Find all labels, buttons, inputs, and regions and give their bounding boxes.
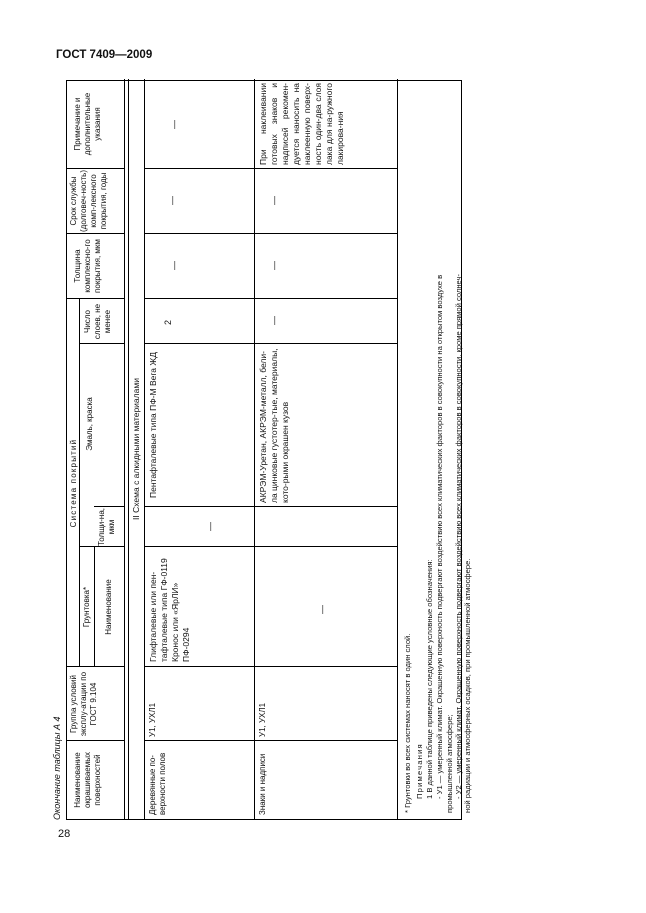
remark-line: 1 В данной таблице приведены следующие условные обозначения: <box>425 559 434 799</box>
col-line-8 <box>67 168 124 169</box>
row2-life: — <box>269 196 279 205</box>
section-title: II Схема с алкидными материалами <box>131 378 141 520</box>
header-surface: Наименование окрашиваемых поверхностей <box>73 751 102 809</box>
section-bottom-line <box>144 79 145 819</box>
header-bottom-line <box>124 79 125 819</box>
row1-life: — <box>167 196 177 205</box>
header-system: Система покрытий <box>69 438 78 528</box>
row2-notes: При наклеивании готовых знаков и надписей рекомен-дуется наносить на наклеенную поверх-ность один-два слоя лака для на-ружного лакирова-ния <box>258 83 345 165</box>
row1-group: У1, УХЛ1 <box>148 702 157 737</box>
primer-subheader-line <box>94 547 95 667</box>
col-line-1 <box>67 740 124 741</box>
header-primer: Грунтовка* <box>82 586 91 628</box>
header-group: Группа условий эксплу-атации по ГОСТ 9.104 <box>69 671 98 737</box>
header-life: Срок службы (долговеч-ность) комп-лексного покрытия, годы <box>69 170 108 232</box>
row2-surface: Знаки и надписи <box>258 753 267 815</box>
row1-complex-thickness: — <box>169 261 179 270</box>
row2-group: У1, УХЛ1 <box>258 702 267 737</box>
col-line-5 <box>79 343 124 344</box>
table-bottom-line <box>397 79 398 819</box>
header-complex-thickness: Толщина комплексно-го покрытия, мкм <box>73 239 102 293</box>
col-line-5b <box>144 343 397 344</box>
row2-complex-thickness: — <box>269 261 279 270</box>
row1-notes: — <box>169 120 179 129</box>
header-notes: Примечание и дополнительные указания <box>73 92 102 156</box>
row2-enamel: АКРЭМ-Уретан, АКРЭМ-металл, бели-ла цинковые густотер-тые, материалы, кото-рыми окрашен кузов <box>258 348 290 503</box>
col-line-4b <box>144 506 397 507</box>
table-frame <box>66 80 472 820</box>
col-line-2b <box>144 666 397 667</box>
row2-primer-name: — <box>317 605 327 614</box>
footnote: * Грунтовки во всех системах наносят в один слой. <box>403 633 412 813</box>
row2-layers: — <box>269 316 279 325</box>
remark-line: - У1 — умеренный климат. Окрашенную поверхность подвергают воздействию всех климатических факторов в совокупности на открытом воздухе в <box>435 274 444 799</box>
row1-primer-name: Глифталевые или пен-тафталевые типа ГФ-0119 Кронос или «ЯрЛИ» ПФ-0294 <box>148 558 191 662</box>
rotated-table-area <box>52 80 472 820</box>
col-line-4 <box>94 506 124 507</box>
page-number: 28 <box>58 828 71 840</box>
header-double-line <box>128 79 129 819</box>
col-line-8b <box>144 168 397 169</box>
header-enamel: Эмаль, краска <box>85 397 94 451</box>
row1-layers: 2 <box>163 319 173 325</box>
remark-line: - У2 — умеренный климат. Окрашенную поверхность подвергают воздействию всех климатических факторов в совокупности, кроме прямой солнеч- <box>454 274 463 799</box>
col-line-7 <box>67 233 124 234</box>
table-caption: Окончание таблицы А 4 <box>52 716 62 820</box>
header-primer-name: Наименование <box>104 579 113 635</box>
row1-surface: Деревянные по-верхности полов <box>148 752 167 815</box>
header-layers: Число слоев, не менее <box>83 303 112 340</box>
col-line-3b <box>144 546 397 547</box>
col-line-7b <box>144 233 397 234</box>
col-line-6b <box>144 298 397 299</box>
row1-enamel: Пентафталевые типа ПФ-М Вега ЖД <box>148 352 158 498</box>
row1-primer-thickness: — <box>205 522 215 531</box>
remarks-heading: Примечания <box>415 743 424 799</box>
header-primer-thickness: Толщи-на, мкм <box>97 508 116 546</box>
remark-line: ной радиации и атмосферных осадков, при промышленной атмосфере. <box>463 558 472 813</box>
row1-bottom-line <box>254 79 255 819</box>
col-line-1b <box>144 740 397 741</box>
standard-title: ГОСТ 7409—2009 <box>56 49 153 61</box>
system-subheader-line <box>79 299 80 667</box>
remark-line: промышленной атмосфере; <box>445 714 454 813</box>
